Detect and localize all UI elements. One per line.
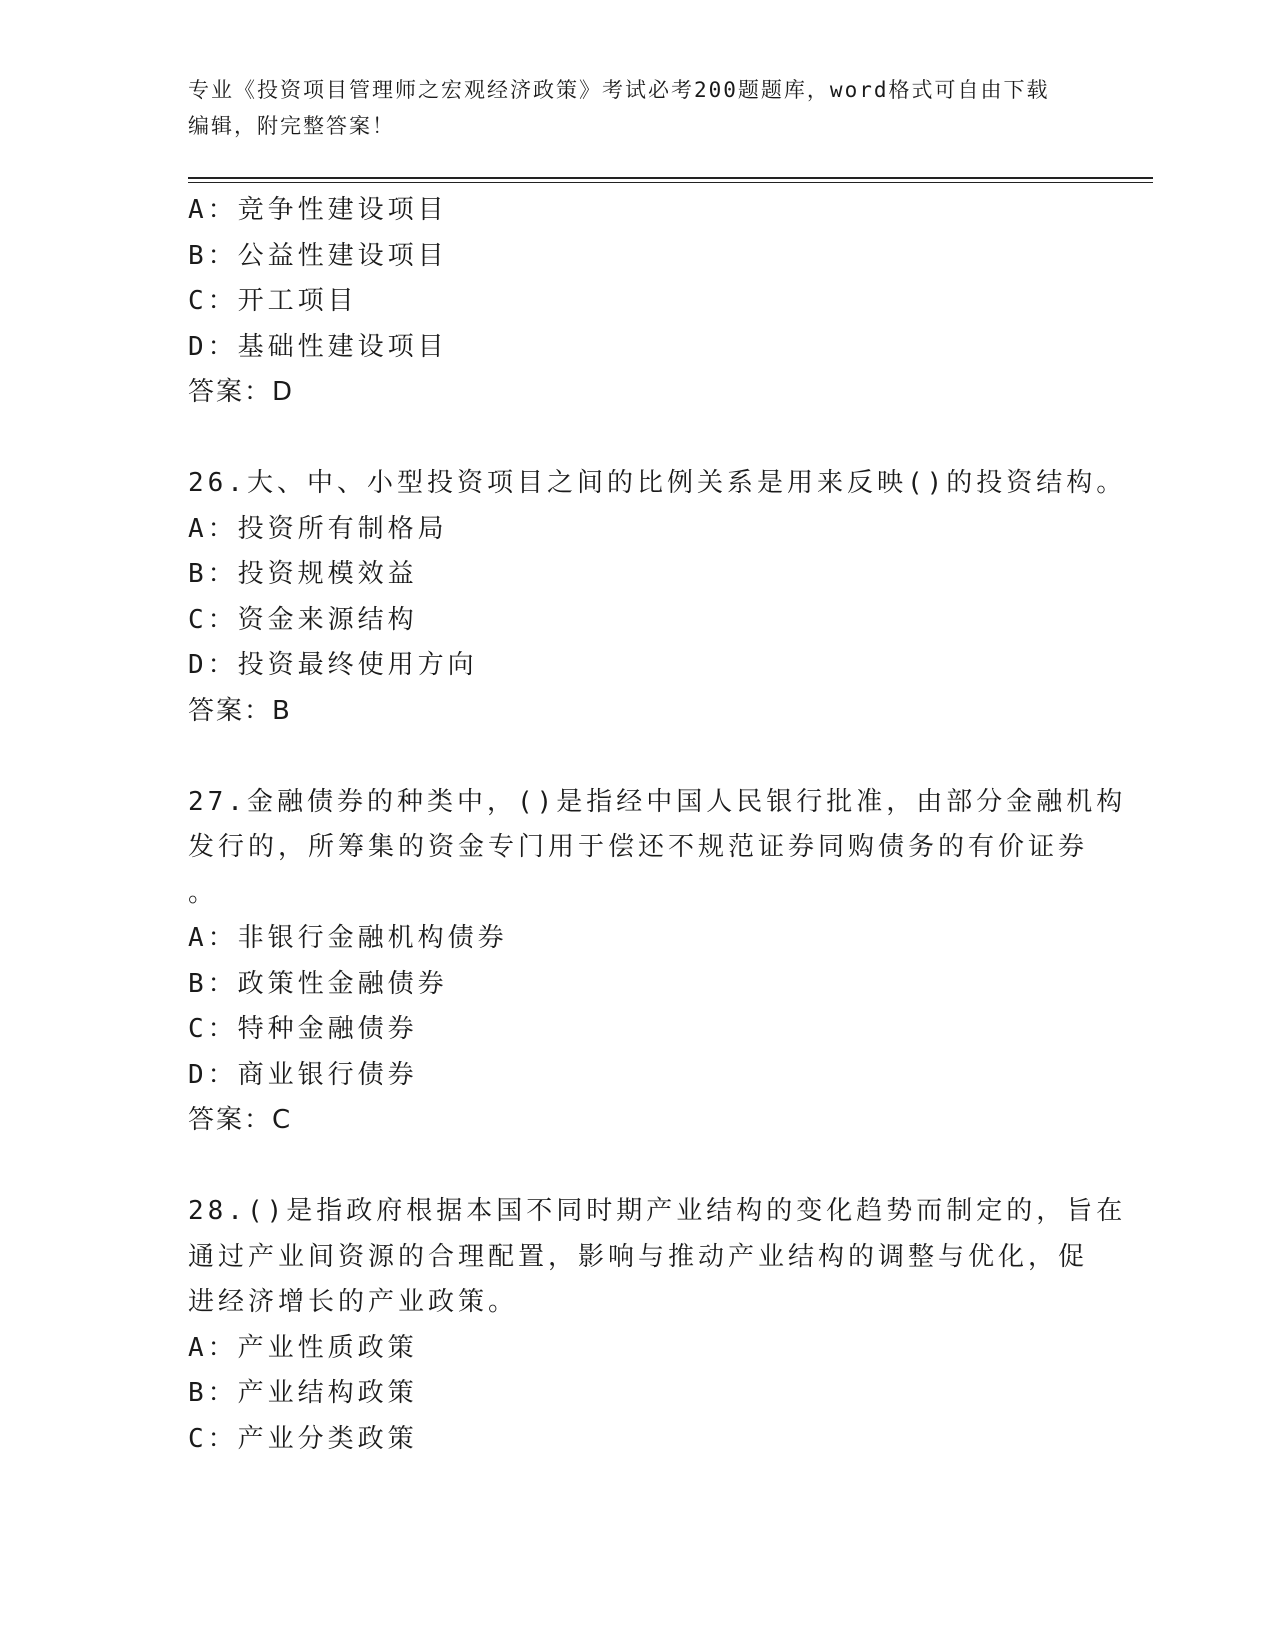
option-b: B：政策性金融债券 <box>188 968 448 999</box>
question-stem-line-3: 进经济增长的产业政策。 <box>188 1287 519 1317</box>
answer: 答案：D <box>188 377 295 407</box>
option-c: C：特种金融债券 <box>188 1014 418 1044</box>
question-stem: 26.大、中、小型投资项目之间的比例关系是用来反映()的投资结构。 <box>188 468 1127 498</box>
question-25-options <box>188 188 1088 416</box>
header-divider <box>188 177 1153 183</box>
option-c: C：资金来源结构 <box>188 604 418 635</box>
option-b: B：公益性建设项目 <box>188 240 448 271</box>
question-27 <box>188 780 1127 1144</box>
spacer <box>188 416 1088 462</box>
spacer <box>188 1144 1088 1190</box>
answer: 答案：C <box>188 1105 293 1135</box>
option-a: A：非银行金融机构债券 <box>188 923 508 953</box>
option-a: A：产业性质政策 <box>188 1332 418 1363</box>
question-stem-line-1: 27.金融债券的种类中，()是指经中国人民银行批准，由部分金融机构 <box>188 786 1127 817</box>
option-b: B：产业结构政策 <box>188 1378 418 1408</box>
question-stem-line-2: 发行的，所筹集的资金专门用于偿还不规范证券同购债务的有价证券 <box>188 832 1089 862</box>
option-a: A：投资所有制格局 <box>188 513 448 544</box>
option-d: D：基础性建设项目 <box>188 331 448 362</box>
answer: 答案：B <box>188 695 292 726</box>
option-c: C：产业分类政策 <box>188 1423 418 1454</box>
option-a: A：竞争性建设项目 <box>188 195 448 225</box>
question-stem-line-1: 28.()是指政府根据本国不同时期产业结构的变化趋势而制定的，旨在 <box>188 1196 1127 1226</box>
document-intro: 专业《投资项目管理师之宏观经济政策》考试必考200题题库，word格式可自由下载编辑，附完整答案！ <box>188 78 1050 138</box>
question-28 <box>188 1189 1127 1462</box>
question-stem-line-3: 。 <box>188 877 219 908</box>
question-list <box>188 188 1127 1462</box>
option-d: D：商业银行债券 <box>188 1059 418 1090</box>
question-26 <box>188 461 1127 734</box>
option-c: C：开工项目 <box>188 286 358 316</box>
option-b: B：投资规模效益 <box>188 559 418 589</box>
option-d: D：投资最终使用方向 <box>188 650 478 680</box>
spacer <box>188 734 1088 780</box>
question-stem-line-2: 通过产业间资源的合理配置，影响与推动产业结构的调整与优化，促 <box>188 1241 1089 1272</box>
